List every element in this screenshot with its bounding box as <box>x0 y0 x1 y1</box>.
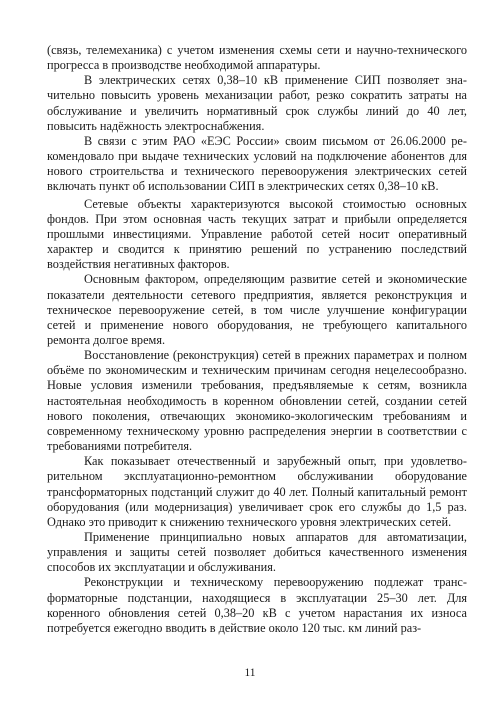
paragraph-1: (связь, телемеханика) с учетом изменения схемы сети и научно-технического прогресса в производстве необходимой аппаратуры. <box>47 43 467 73</box>
paragraph-2: В электрических сетях 0,38–10 кВ применение СИП позволяет значительно повысить уровень механизации работ, резко сократить затраты на обслуживание и увеличить нормативный срок службы линий до 40 лет, повысить надёжность электроснабжения. <box>47 73 467 133</box>
paragraph-5: Основным фактором, определяющим развитие сетей и экономические показатели деятельности сетевого предприятия, является реконструкция и техническое перевооружение сетей, в том числе улучшение конфигурации сетей и применение нового оборудования, не требующего капитального ремонта долгое время. <box>47 272 467 347</box>
paragraph-4: Сетевые объекты характеризуются высокой стоимостью основных фондов. При этом основная часть текущих затрат и прибыли определяется прошлыми инвестициями. Управление работой сетей носит оперативный характер и сводится к принятию решений по устранению последствий воздействия негативных факторов. <box>47 196 467 272</box>
paragraph-3: В связи с этим РАО «ЕЭС России» своим письмом от 26.06.2000 рекомендовало при выдаче технических условий на подключение абонентов для нового строительства и технического перевооружения электрических сетей включать пункт об использовании СИП в электрических сетях 0,38–10 кВ. <box>47 133 467 194</box>
paragraph-7: Как показывает отечественный и зарубежный опыт, при удовлетворительном эксплуатационно-ремонтном обслуживании оборудование трансформаторных подстанций служит до 40 лет. Полный капитальный ремонт оборудования (или модернизация) увеличивает срок его службы до 1,5 раз. Однако это приводит к снижению технического уровня электрических сетей. <box>47 454 467 529</box>
paragraph-9: Реконструкции и техническому перевооружению подлежат трансформаторные подстанции, находящиеся в эксплуатации 25–30 лет. Для коренного обновления сетей 0,38–20 кВ с учетом нарастания их износа потребуется ежегодно вводить в действие около 120 тыс. км линий раз- <box>47 575 467 635</box>
page-number: 11 <box>244 667 256 679</box>
paragraph-8: Применение принципиально новых аппаратов для автоматизации, управления и защиты сетей позволяет добиться качественного изменения способов их эксплуатации и обслуживания. <box>47 530 467 575</box>
body-text <box>47 43 467 636</box>
paragraph-6: Восстановление (реконструкция) сетей в прежних параметрах и полном объёме по экономическим и техническим причинам сегодня нецелесообразно. Новые условия изменили требования, предъявляемые к сетям, возникла настоятельная необходимость в коренном обновлении сетей, создании сетей нового поколения, отвечающих экономико-экологическим требованиям и современному техническому уровню распределения энергии в соответствии с требованиями потребителя. <box>47 348 467 454</box>
